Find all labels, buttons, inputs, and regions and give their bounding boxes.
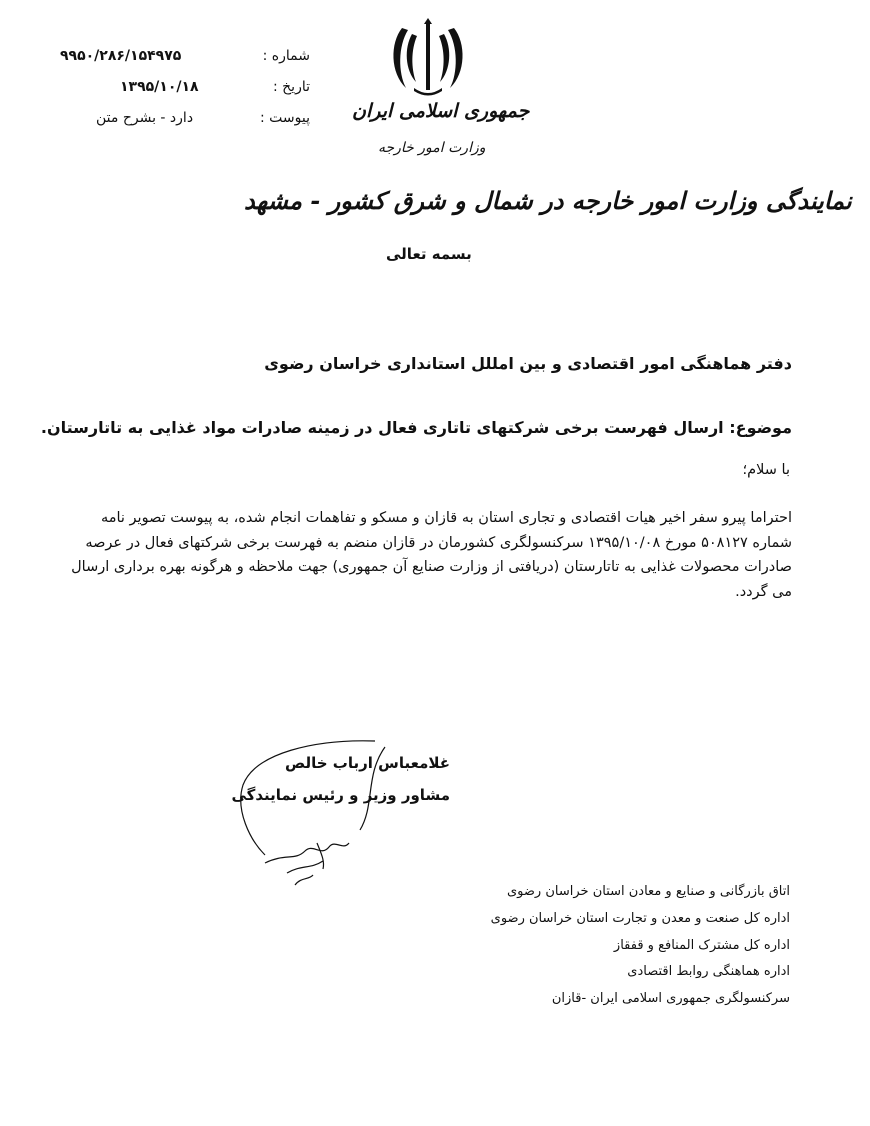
greeting: با سلام؛ — [742, 462, 790, 478]
body-line: می گردد. — [735, 583, 792, 600]
meta-date-label: تاریخ : — [272, 79, 310, 95]
meta-date-value: ۱۳۹۵/۱۰/۱۸ — [120, 79, 199, 95]
cc-item: اداره کل صنعت و معدن و تجارت استان خراسان رضوی — [490, 911, 790, 926]
body-line: احتراما پیرو سفر اخیر هیات اقتصادی و تجاری استان به قازان و مسکو و تفاهمات انجام شده، به پیوست تصویر نامه — [100, 510, 792, 526]
body-line: شماره ۵۰۸۱۲۷ مورخ ۱۳۹۵/۱۰/۰۸ سرکنسولگری کشورمان در قازان منضم به فهرست برخی شرکتهای فعال در عرصه — [85, 534, 792, 551]
meta-attachment-value: دارد - بشرح متن — [96, 110, 194, 126]
signatory-title: مشاور وزیر و رئیس نمایندگی — [231, 786, 450, 804]
cc-item: سرکنسولگری جمهوری اسلامی ایران -قازان — [551, 991, 790, 1006]
meta-attachment-row — [60, 108, 310, 128]
cc-item: اداره هماهنگی روابط اقتصادی — [627, 964, 790, 979]
subject-line: موضوع: ارسال فهرست برخی شرکتهای تاتاری فعال در زمینه صادرات مواد غذایی به تاتارستان. — [40, 418, 792, 437]
meta-number-row — [60, 46, 310, 66]
letterhead-office: نمایندگی وزارت امور خارجه در شمال و شرق کشور - مشهد — [244, 186, 852, 215]
recipient: دفتر هماهنگی امور اقتصادی و بین امللل استانداری خراسان رضوی — [264, 354, 792, 373]
meta-attachment-label: پیوست : — [260, 110, 310, 126]
letterhead-republic: جمهوری اسلامی ایران — [352, 100, 530, 122]
meta-number-value: ۹۹۵۰/۲۸۶/۱۵۴۹۷۵ — [60, 48, 182, 64]
iran-emblem-icon — [388, 18, 468, 98]
letterhead-invocation: بسمه تعالی — [386, 245, 472, 263]
meta-date-row — [60, 77, 310, 97]
body-paragraph — [71, 506, 792, 604]
signatory-name: غلامعباس ارباب خالص — [285, 754, 450, 772]
letterhead-ministry: وزارت امور خارجه — [378, 140, 486, 156]
meta-number-label: شماره : — [262, 48, 310, 64]
cc-item: اداره کل مشترک المنافع و قفقاز — [613, 938, 790, 953]
body-line: صادرات محصولات غذایی به تاتارستان (دریافتی از وزارت صنایع آن جمهوری) جهت ملاحظه و هرگونه بهره برداری ارسال — [71, 559, 792, 575]
cc-item: اتاق بازرگانی و صنایع و معادن استان خراسان رضوی — [507, 884, 790, 899]
